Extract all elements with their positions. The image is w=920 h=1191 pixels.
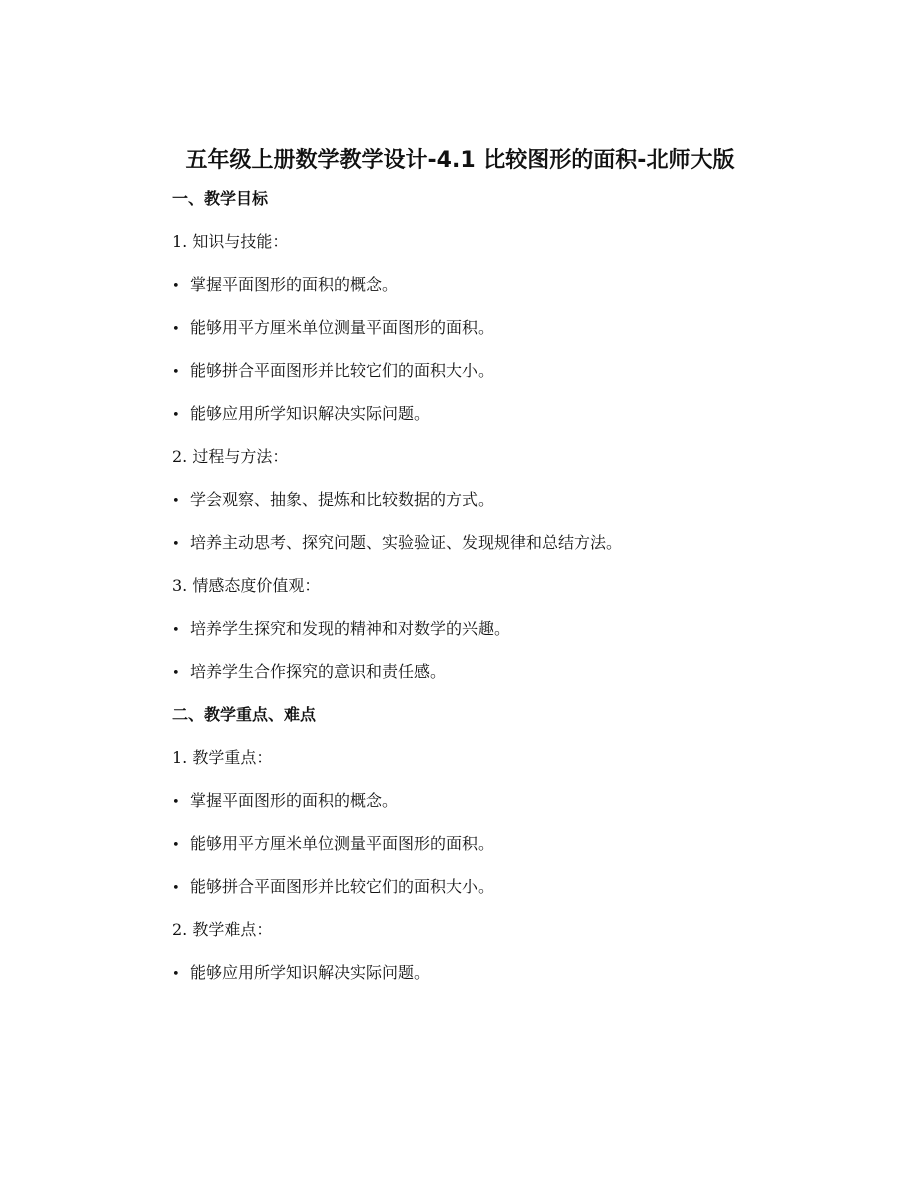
bullet-icon: •: [172, 408, 180, 423]
bullet-icon: •: [172, 881, 180, 896]
group-label: 1. 教学重点：: [172, 748, 273, 767]
bullet-icon: •: [172, 838, 180, 853]
list-item: • 能够应用所学知识解决实际问题。: [172, 961, 430, 987]
bullet-icon: •: [172, 537, 180, 552]
bullet-icon: •: [172, 494, 180, 509]
section-heading-1: 一、教学目标: [172, 189, 269, 208]
bullet-icon: •: [172, 666, 180, 681]
list-item: • 培养学生合作探究的意识和责任感。: [172, 660, 446, 686]
list-item: • 学会观察、抽象、提炼和比较数据的方式。: [172, 488, 494, 514]
list-item: • 掌握平面图形的面积的概念。: [172, 789, 398, 815]
document-title: 五年级上册数学教学设计-4.1 比较图形的面积-北师大版: [185, 148, 735, 173]
group-label: 3. 情感态度价值观：: [172, 576, 321, 595]
bullet-icon: •: [172, 365, 180, 380]
section-heading-2: 二、教学重点、难点: [172, 705, 317, 724]
list-item: • 能够拼合平面图形并比较它们的面积大小。: [172, 875, 494, 901]
group-label: 1. 知识与技能：: [172, 232, 289, 251]
list-item: • 培养学生探究和发现的精神和对数学的兴趣。: [172, 617, 510, 643]
group-label: 2. 过程与方法：: [172, 447, 289, 466]
list-item: • 掌握平面图形的面积的概念。: [172, 273, 398, 299]
list-item: • 能够应用所学知识解决实际问题。: [172, 402, 430, 428]
bullet-icon: •: [172, 795, 180, 810]
list-item: • 能够用平方厘米单位测量平面图形的面积。: [172, 316, 494, 342]
bullet-icon: •: [172, 967, 180, 982]
list-item: • 培养主动思考、探究问题、实验验证、发现规律和总结方法。: [172, 531, 622, 557]
group-label: 2. 教学难点：: [172, 920, 273, 939]
bullet-icon: •: [172, 279, 180, 294]
bullet-icon: •: [172, 623, 180, 638]
list-item: • 能够用平方厘米单位测量平面图形的面积。: [172, 832, 494, 858]
list-item: • 能够拼合平面图形并比较它们的面积大小。: [172, 359, 494, 385]
bullet-icon: •: [172, 322, 180, 337]
